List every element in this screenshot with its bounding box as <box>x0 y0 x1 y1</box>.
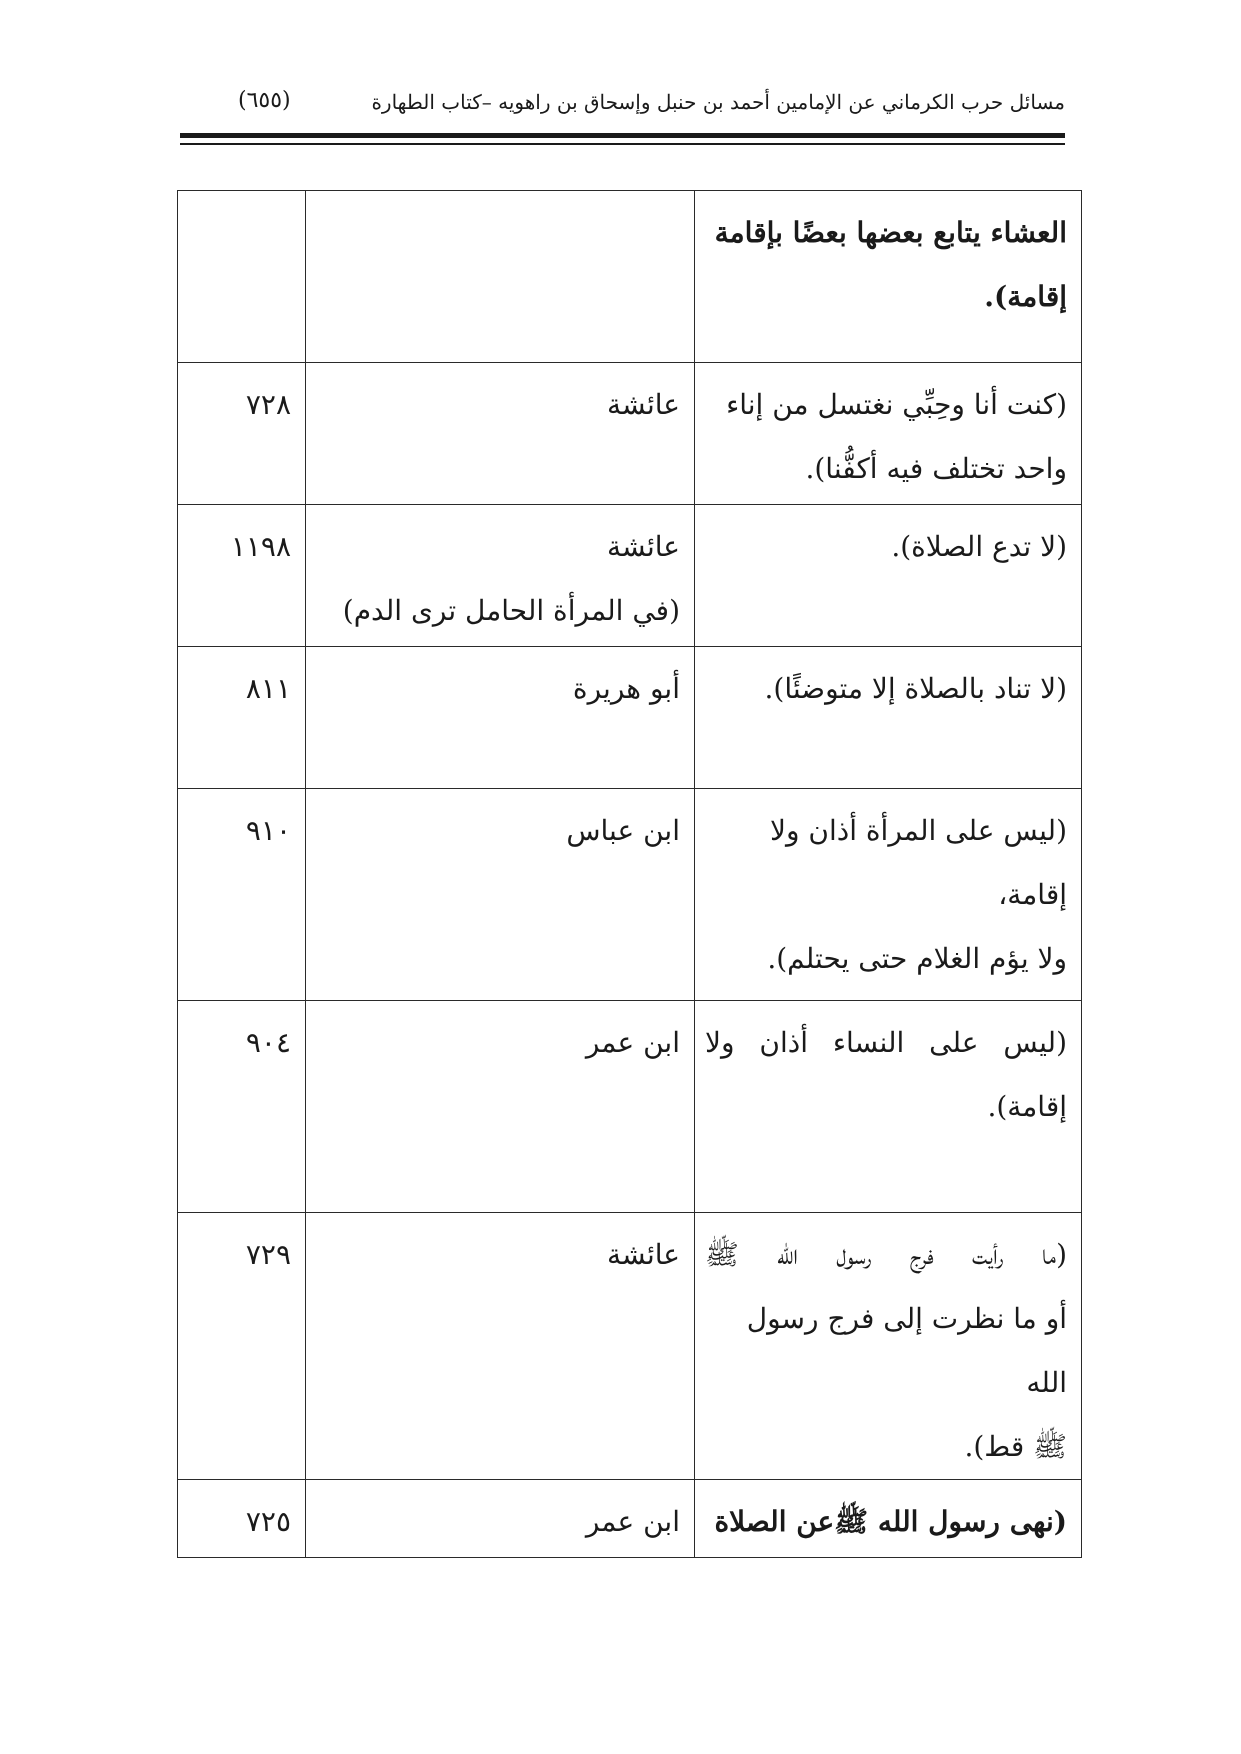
hadith-number-cell: ٩٠٤ <box>178 1001 306 1213</box>
hadith-text-cell <box>695 191 1082 363</box>
running-title: مسائل حرب الكرماني عن الإمامين أحمد بن حنبل وإسحاق بن راهويه –كتاب الطهارة <box>371 90 1065 114</box>
narrator-name: ابن عمر <box>585 1026 680 1059</box>
table-row <box>178 1213 1082 1480</box>
narrator-name: ابن عمر <box>585 1505 680 1538</box>
hadith-text-line: ﷺ قط). <box>964 1430 1067 1463</box>
narrator-cell <box>306 789 695 1001</box>
hadith-text-line: ولا يؤم الغلام حتى يحتلم). <box>767 942 1067 975</box>
hadith-text-cell <box>695 1213 1082 1480</box>
table-row <box>178 789 1082 1001</box>
table-row <box>178 647 1082 789</box>
page-header <box>180 84 1065 124</box>
narrator-name: عائشة <box>606 388 680 421</box>
hadith-text-line: (لا تناد بالصلاة إلا متوضئًا). <box>764 672 1067 705</box>
table-row <box>178 363 1082 505</box>
hadith-number-cell: ١١٩٨ <box>178 505 306 647</box>
hadith-index-table <box>177 190 1082 1558</box>
hadith-text-line: أو ما نظرت إلى فرج رسول الله <box>746 1302 1067 1399</box>
header-rule-thick <box>180 133 1065 138</box>
hadith-number-cell: ٨١١ <box>178 647 306 789</box>
hadith-number-cell: ٧٢٩ <box>178 1213 306 1480</box>
hadith-text-line: إقامة). <box>987 1090 1067 1123</box>
hadith-text-line: (كنت أنا وحِبِّي نغتسل من إناء <box>726 388 1067 421</box>
hadith-number-cell: ٩١٠ <box>178 789 306 1001</box>
narrator-cell <box>306 1213 695 1480</box>
hadith-text-cell <box>695 1480 1082 1558</box>
page-number: (٦٥٥) <box>238 88 291 113</box>
hadith-text-line: العشاء يتابع بعضها بعضًا بإقامة <box>714 216 1067 249</box>
narrator-name: أبو هريرة <box>572 672 680 705</box>
table-row <box>178 191 1082 363</box>
narrator-name: عائشة <box>606 1238 680 1271</box>
hadith-text-line: (ليس على النساء أذان ولا <box>705 1026 1067 1059</box>
table-row <box>178 1480 1082 1558</box>
hadith-text-cell <box>695 647 1082 789</box>
narrator-cell <box>306 505 695 647</box>
table-row <box>178 505 1082 647</box>
narrator-name: عائشة <box>606 530 680 563</box>
hadith-number-cell <box>178 191 306 363</box>
hadith-text-cell <box>695 789 1082 1001</box>
hadith-text-line: (ما رأيت فرج رسول الله ﷺ <box>705 1238 1067 1271</box>
hadith-text-line: (لا تدع الصلاة). <box>891 530 1067 563</box>
hadith-text-cell <box>695 363 1082 505</box>
hadith-number-cell: ٧٢٨ <box>178 363 306 505</box>
narrator-cell <box>306 1480 695 1558</box>
narrator-cell <box>306 647 695 789</box>
hadith-text-line: إقامة). <box>984 280 1067 313</box>
hadith-text-line: واحد تختلف فيه أكفُّنا). <box>805 452 1067 485</box>
table-row <box>178 1001 1082 1213</box>
narrator-name: ابن عباس <box>566 814 680 847</box>
narrator-note: (في المرأة الحامل ترى الدم) <box>342 594 680 627</box>
header-rule-thin <box>180 143 1065 145</box>
hadith-text-cell <box>695 505 1082 647</box>
narrator-cell <box>306 1001 695 1213</box>
narrator-cell <box>306 363 695 505</box>
hadith-text-line: (ليس على المرأة أذان ولا إقامة، <box>770 814 1067 911</box>
hadith-number-cell: ٧٢٥ <box>178 1480 306 1558</box>
hadith-text-line: (نهى رسول الله ﷺعن الصلاة <box>714 1505 1067 1538</box>
narrator-cell <box>306 191 695 363</box>
hadith-text-cell <box>695 1001 1082 1213</box>
